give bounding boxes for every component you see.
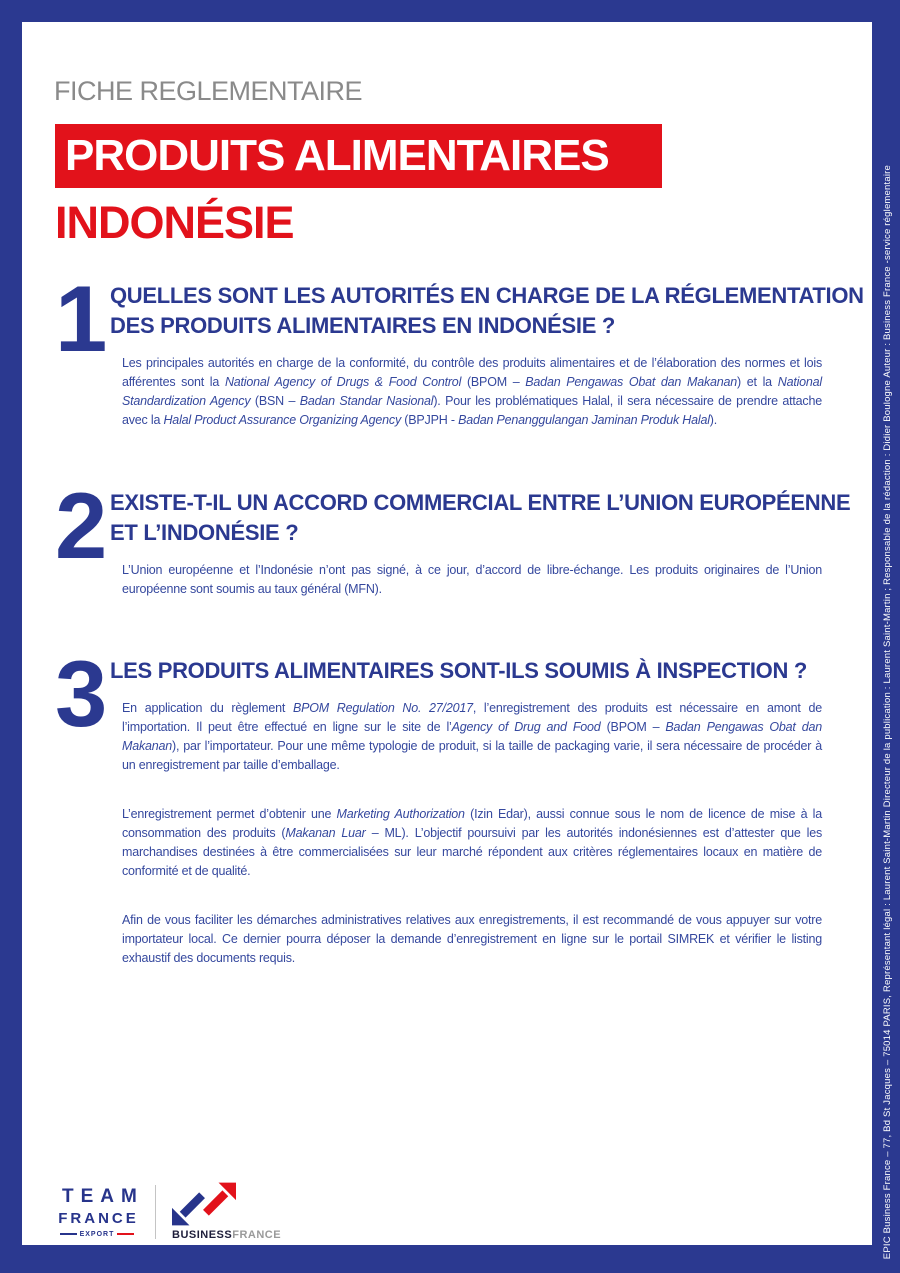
page-title: PRODUITS ALIMENTAIRES bbox=[65, 131, 609, 180]
section-2 bbox=[55, 473, 851, 599]
document-type-label: FICHE REGLEMENTAIRE bbox=[54, 76, 363, 106]
team-france-export-logo bbox=[55, 1185, 144, 1238]
business-france-word-business: BUSINESS bbox=[172, 1229, 233, 1241]
paragraph: Les principales autorités en charge de la conformité, du contrôle des produits alimentaires et de l’élaboration des normes et lois afférentes sont la National Agency of Drugs & Food Control (BPOM – Badan Pengawas Obat dan Makanan) et la National Standardization Agency (BSN – Badan Standar Nasional). Pour les problématiques Halal, il sera nécessaire de prendre attache avec la Halal Product Assurance Organizing Agency (BPJPH - Badan Penanggulangan Jaminan Produk Halal). bbox=[122, 356, 823, 427]
paragraph: L’Union européenne et l’Indonésie n’ont pas signé, à ce jour, d’accord de libre-échange. Les produits originaires de l’Union européenne sont soumis au taux général (MFN). bbox=[122, 563, 822, 596]
section-2-body bbox=[122, 561, 822, 599]
business-france-word-france: FRANCE bbox=[232, 1229, 282, 1241]
section-2-number: 2 bbox=[55, 473, 105, 578]
export-rule-red bbox=[117, 1233, 134, 1235]
section-1 bbox=[55, 266, 864, 430]
business-france-arrows-icon bbox=[172, 1182, 236, 1226]
section-3-content bbox=[110, 656, 823, 968]
paragraph: L’enregistrement permet d’obtenir une Marketing Authorization (Izin Edar), aussi connue sous le nom de licence de mise à la consommation des produits (Makanan Luar – ML). L’objectif poursuivi par les autorités indonésiennes est d’attester que les marchandises destinées à être commercialisées sur leur marché répondent aux critères réglementaires locaux en matière de conformité et de qualité. bbox=[122, 807, 823, 878]
paragraph: Afin de vous faciliter les démarches administratives relatives aux enregistrements, il est recommandé de vous appuyer sur votre importateur local. Ce dernier pourra déposer la demande d’enregistrement en ligne sur le portail SIMREK et vérifier le listing exhaustif des documents requis. bbox=[122, 913, 822, 965]
section-2-content bbox=[110, 488, 850, 599]
section-3-body bbox=[122, 699, 822, 968]
team-france-logo-export-row bbox=[55, 1231, 139, 1238]
paragraph: En application du règlement BPOM Regulation No. 27/2017, l’enregistrement des produits est nécessaire en amont de l’importation. Il peut être effectué en ligne sur le site de l’Agency of Drug and Food (BPOM – Badan Pengawas Obat dan Makanan), par l’importateur. Pour une même typologie de produit, si la taille de packaging varie, il sera nécessaire de procéder à un enregistrement par taille d’emballage. bbox=[122, 701, 823, 772]
section-3-number: 3 bbox=[55, 641, 105, 746]
section-1-number: 1 bbox=[55, 266, 105, 371]
team-france-logo-export-text: EXPORT bbox=[79, 1230, 115, 1238]
export-rule-blue bbox=[60, 1233, 77, 1235]
logo-divider bbox=[155, 1185, 156, 1239]
business-france-logo bbox=[172, 1182, 281, 1241]
credits-sidebar-text: EPIC Business France – 77, Bd St Jacques – 75014 PARIS, Représentant légal : Laurent Saint-Martin Directeur de la publication : Laurent Saint-Martin ; Responsable de la rédaction : Didier Boulogne Auteur : Business France -service réglementaire bbox=[882, 164, 893, 1259]
title-banner bbox=[55, 124, 662, 188]
section-2-heading: EXISTE-T-IL UN ACCORD COMMERCIAL ENTRE L’UNION EUROPÉENNE ET L’INDONÉSIE ? bbox=[110, 490, 851, 545]
footer-logos bbox=[55, 1182, 281, 1241]
section-1-body bbox=[122, 354, 822, 430]
section-3-heading: LES PRODUITS ALIMENTAIRES SONT-ILS SOUMIS À INSPECTION ? bbox=[110, 658, 808, 683]
team-france-logo-team-text: TEAM bbox=[62, 1185, 144, 1207]
country-title: INDONÉSIE bbox=[55, 197, 294, 248]
section-1-heading: QUELLES SONT LES AUTORITÉS EN CHARGE DE LA RÉGLEMENTATION DES PRODUITS ALIMENTAIRES EN INDONÉSIE ? bbox=[110, 283, 864, 338]
section-3 bbox=[55, 641, 823, 968]
business-france-logo-text bbox=[172, 1229, 281, 1241]
team-france-logo-france-text: FRANCE bbox=[58, 1209, 139, 1227]
section-1-content bbox=[110, 281, 864, 430]
